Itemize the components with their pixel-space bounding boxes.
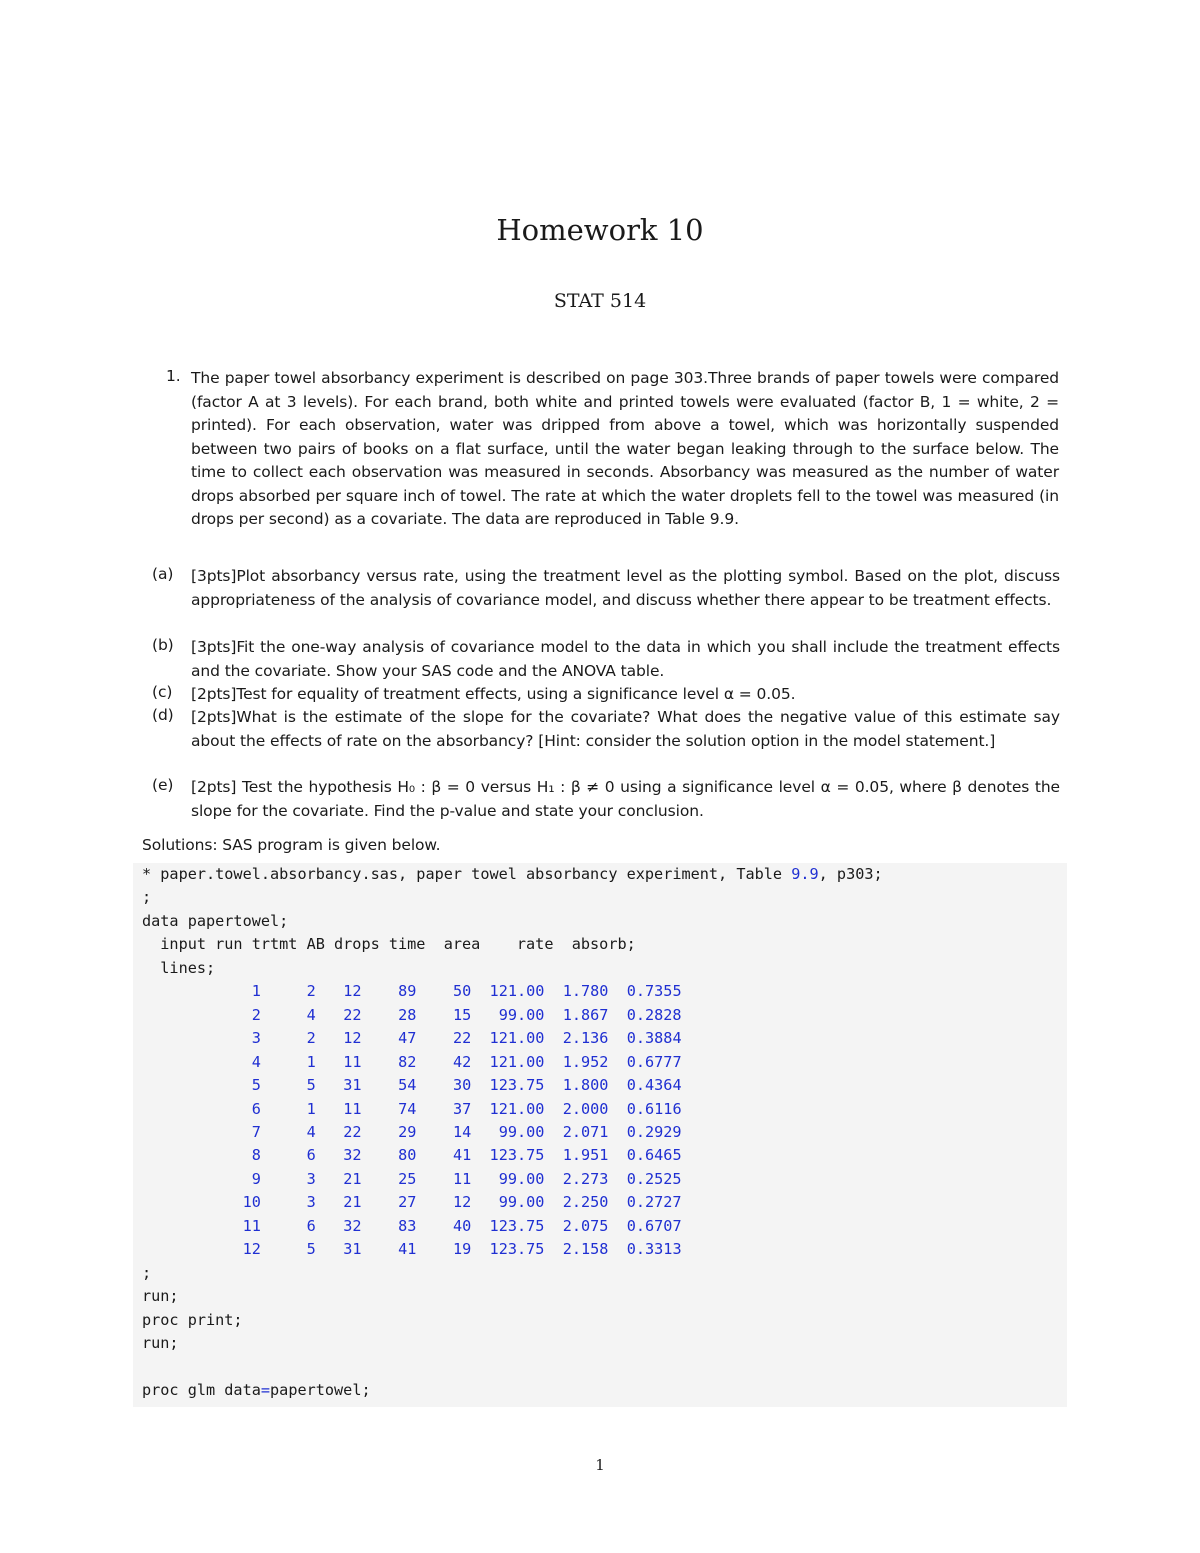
part-label: (e) bbox=[152, 776, 174, 794]
code-data-value: 123.75 bbox=[489, 1216, 545, 1235]
code-proc-glm: proc glm data=papertowel; bbox=[142, 1380, 371, 1399]
code-data-value: 25 bbox=[398, 1169, 417, 1188]
code-data-value: 27 bbox=[398, 1193, 417, 1212]
part-text: [2pts]Test for equality of treatment effects, using a significance level α = 0.05. bbox=[191, 685, 796, 703]
code-data-value: 1.952 bbox=[562, 1052, 609, 1071]
code-data-value: 15 bbox=[452, 1005, 472, 1024]
code-data-value: 11 bbox=[343, 1052, 362, 1071]
code-data-row bbox=[142, 1006, 682, 1024]
code-data-value: 121.00 bbox=[489, 1052, 545, 1071]
code-end-semicolon: ; bbox=[142, 1263, 152, 1282]
code-data-value: 123.75 bbox=[489, 1146, 545, 1165]
code-data-value: 0.2525 bbox=[626, 1169, 682, 1188]
code-data-value: 5 bbox=[251, 1076, 261, 1095]
code-data-row bbox=[142, 1100, 682, 1118]
part-label: (a) bbox=[152, 565, 174, 583]
part-label: (c) bbox=[152, 683, 173, 701]
page-number: 1 bbox=[595, 1456, 605, 1474]
code-data-value: 1.780 bbox=[562, 982, 609, 1001]
code-data-value: 74 bbox=[398, 1099, 417, 1118]
code-data-value: 22 bbox=[343, 1122, 362, 1141]
code-data-value: 37 bbox=[452, 1099, 472, 1118]
code-data-value: 32 bbox=[343, 1146, 362, 1165]
code-data-value: 2.000 bbox=[562, 1099, 609, 1118]
code-data-value: 99.00 bbox=[498, 1169, 545, 1188]
code-data-value: 5 bbox=[306, 1076, 316, 1095]
code-data-row bbox=[142, 1053, 682, 1071]
code-run: run; bbox=[142, 1287, 179, 1306]
code-table-ref: 9.9 bbox=[791, 865, 819, 883]
code-data-value: 0.6465 bbox=[626, 1146, 682, 1165]
code-data-value: 40 bbox=[452, 1216, 472, 1235]
code-data-value: 2 bbox=[306, 982, 316, 1001]
code-data-value: 1 bbox=[251, 982, 261, 1001]
code-data-value: 1.867 bbox=[562, 1005, 609, 1024]
code-data-value: 21 bbox=[343, 1169, 362, 1188]
code-data-value: 123.75 bbox=[489, 1076, 545, 1095]
code-data-value: 28 bbox=[398, 1005, 417, 1024]
code-data-value: 14 bbox=[452, 1122, 472, 1141]
code-run: run; bbox=[142, 1334, 179, 1353]
code-data-statement: data papertowel; bbox=[142, 911, 289, 930]
code-data-value: 0.6777 bbox=[626, 1052, 682, 1071]
problem-number: 1. bbox=[166, 367, 181, 385]
code-data-row bbox=[142, 982, 682, 1000]
part-text: [3pts]Plot absorbancy versus rate, using the treatment level as the plotting symbol. Based on the plot, discuss appropriateness of the analysis of covariance model, and discuss whether there appear to be treatment effects. bbox=[191, 567, 1060, 609]
code-data-value: 21 bbox=[343, 1193, 362, 1212]
code-data-value: 99.00 bbox=[498, 1122, 545, 1141]
course-name: STAT 514 bbox=[553, 290, 647, 312]
code-data-value: 54 bbox=[398, 1076, 417, 1095]
code-data-value: 2.075 bbox=[562, 1216, 609, 1235]
part-text: [2pts]What is the estimate of the slope for the covariate? What does the negative value of this estimate say about the effects of rate on the absorbancy? [Hint: consider the solution option in the model statement.] bbox=[191, 708, 1060, 750]
code-data-value: 4 bbox=[306, 1122, 316, 1141]
code-data-value: 1 bbox=[306, 1099, 316, 1118]
part-text: [2pts] Test the hypothesis H₀ : β = 0 versus H₁ : β ≠ 0 using a significance level α = 0.05, where β denotes the slope for the covariate. Find the p-value and state your conclusion. bbox=[191, 778, 1060, 820]
code-data-value: 32 bbox=[343, 1216, 362, 1235]
code-data-rows bbox=[142, 982, 682, 1258]
code-data-row bbox=[142, 1123, 682, 1141]
code-data-value: 7 bbox=[251, 1122, 261, 1141]
part-label: (b) bbox=[152, 636, 174, 654]
code-data-value: 42 bbox=[452, 1052, 472, 1071]
code-data-value: 8 bbox=[251, 1146, 261, 1165]
code-data-value: 0.4364 bbox=[626, 1076, 682, 1095]
code-data-value: 0.6707 bbox=[626, 1216, 682, 1235]
code-data-value: 1 bbox=[306, 1052, 316, 1071]
code-semicolon: ; bbox=[142, 888, 152, 907]
code-data-value: 31 bbox=[343, 1240, 362, 1259]
code-data-value: 0.2828 bbox=[626, 1005, 682, 1024]
code-data-value: 3 bbox=[306, 1193, 316, 1212]
code-data-value: 9 bbox=[251, 1169, 261, 1188]
code-data-value: 6 bbox=[306, 1216, 316, 1235]
sas-code bbox=[142, 863, 883, 1402]
code-lines-statement: lines; bbox=[142, 958, 216, 977]
code-data-value: 121.00 bbox=[489, 1099, 545, 1118]
document-title: Homework 10 bbox=[496, 213, 704, 247]
code-data-value: 99.00 bbox=[498, 1005, 545, 1024]
code-data-row bbox=[142, 1076, 682, 1094]
code-data-value: 10 bbox=[242, 1193, 261, 1212]
code-data-row bbox=[142, 1240, 682, 1258]
code-data-value: 1.800 bbox=[562, 1076, 609, 1095]
code-data-value: 0.7355 bbox=[626, 982, 682, 1001]
code-data-value: 2.273 bbox=[562, 1169, 609, 1188]
sas-code-block bbox=[133, 863, 1067, 1407]
code-data-value: 0.2929 bbox=[626, 1122, 682, 1141]
code-data-value: 0.2727 bbox=[626, 1193, 682, 1212]
code-comment: * paper.towel.absorbancy.sas, paper towel absorbancy experiment, Table 9.9, p303; bbox=[142, 865, 883, 883]
code-data-value: 41 bbox=[398, 1240, 417, 1259]
code-data-value: 0.3884 bbox=[626, 1029, 682, 1048]
code-data-row bbox=[142, 1217, 682, 1235]
code-data-value: 0.3313 bbox=[626, 1240, 682, 1259]
code-data-value: 3 bbox=[306, 1169, 316, 1188]
code-data-value: 22 bbox=[452, 1029, 472, 1048]
code-data-value: 12 bbox=[242, 1240, 261, 1259]
code-data-value: 50 bbox=[452, 982, 472, 1001]
code-data-value: 41 bbox=[452, 1146, 472, 1165]
code-input-statement: input run trtmt AB drops time area rate absorb; bbox=[142, 935, 636, 954]
code-data-value: 6 bbox=[251, 1099, 261, 1118]
code-data-value: 123.75 bbox=[489, 1240, 545, 1259]
code-data-value: 2.250 bbox=[562, 1193, 609, 1212]
code-data-value: 11 bbox=[452, 1169, 472, 1188]
code-data-row bbox=[142, 1193, 682, 1211]
code-proc-print: proc print; bbox=[142, 1310, 243, 1329]
code-data-value: 2 bbox=[251, 1005, 261, 1024]
code-data-row bbox=[142, 1170, 682, 1188]
solutions-intro: Solutions: SAS program is given below. bbox=[142, 836, 441, 854]
code-data-value: 82 bbox=[398, 1052, 417, 1071]
code-data-value: 11 bbox=[242, 1216, 261, 1235]
code-data-value: 80 bbox=[398, 1146, 417, 1165]
code-data-value: 31 bbox=[343, 1076, 362, 1095]
code-data-value: 19 bbox=[452, 1240, 472, 1259]
code-data-value: 29 bbox=[398, 1122, 417, 1141]
code-data-value: 5 bbox=[306, 1240, 316, 1259]
code-data-row bbox=[142, 1146, 682, 1164]
code-data-value: 12 bbox=[452, 1193, 472, 1212]
code-data-value: 0.6116 bbox=[626, 1099, 682, 1118]
code-data-value: 2 bbox=[306, 1029, 316, 1048]
code-data-value: 11 bbox=[343, 1099, 362, 1118]
code-data-value: 4 bbox=[251, 1052, 261, 1071]
code-data-value: 3 bbox=[251, 1029, 261, 1048]
code-data-value: 89 bbox=[398, 982, 417, 1001]
code-data-value: 83 bbox=[398, 1216, 417, 1235]
code-data-value: 1.951 bbox=[562, 1146, 609, 1165]
code-data-value: 99.00 bbox=[498, 1193, 545, 1212]
code-data-value: 2.071 bbox=[562, 1122, 609, 1141]
code-data-value: 2.136 bbox=[562, 1029, 609, 1048]
code-data-value: 121.00 bbox=[489, 1029, 545, 1048]
code-data-value: 47 bbox=[398, 1029, 417, 1048]
part-text: [3pts]Fit the one-way analysis of covariance model to the data in which you shall include the treatment effects and the covariate. Show your SAS code and the ANOVA table. bbox=[191, 638, 1060, 680]
code-data-value: 6 bbox=[306, 1146, 316, 1165]
code-data-value: 4 bbox=[306, 1005, 316, 1024]
code-data-value: 30 bbox=[452, 1076, 472, 1095]
part-label: (d) bbox=[152, 706, 174, 724]
code-data-row bbox=[142, 1029, 682, 1047]
problem-text: The paper towel absorbancy experiment is described on page 303.Three brands of paper towels were compared (factor A at 3 levels). For each brand, both white and printed towels were evaluated (factor B, 1 = white, 2 = printed). For each observation, water was dripped from above a towel, which was horizontally suspended between two pairs of books on a flat surface, until the water began leaking through to the surface below. The time to collect each observation was measured in seconds. Absorbancy was measured as the number of water drops absorbed per square inch of towel. The rate at which the water droplets fell to the towel was measured (in drops per second) as a covariate. The data are reproduced in Table 9.9. bbox=[191, 369, 1059, 528]
code-data-value: 12 bbox=[343, 982, 362, 1001]
code-data-value: 12 bbox=[343, 1029, 362, 1048]
code-data-value: 2.158 bbox=[562, 1240, 609, 1259]
code-data-value: 121.00 bbox=[489, 982, 545, 1001]
code-data-value: 22 bbox=[343, 1005, 362, 1024]
